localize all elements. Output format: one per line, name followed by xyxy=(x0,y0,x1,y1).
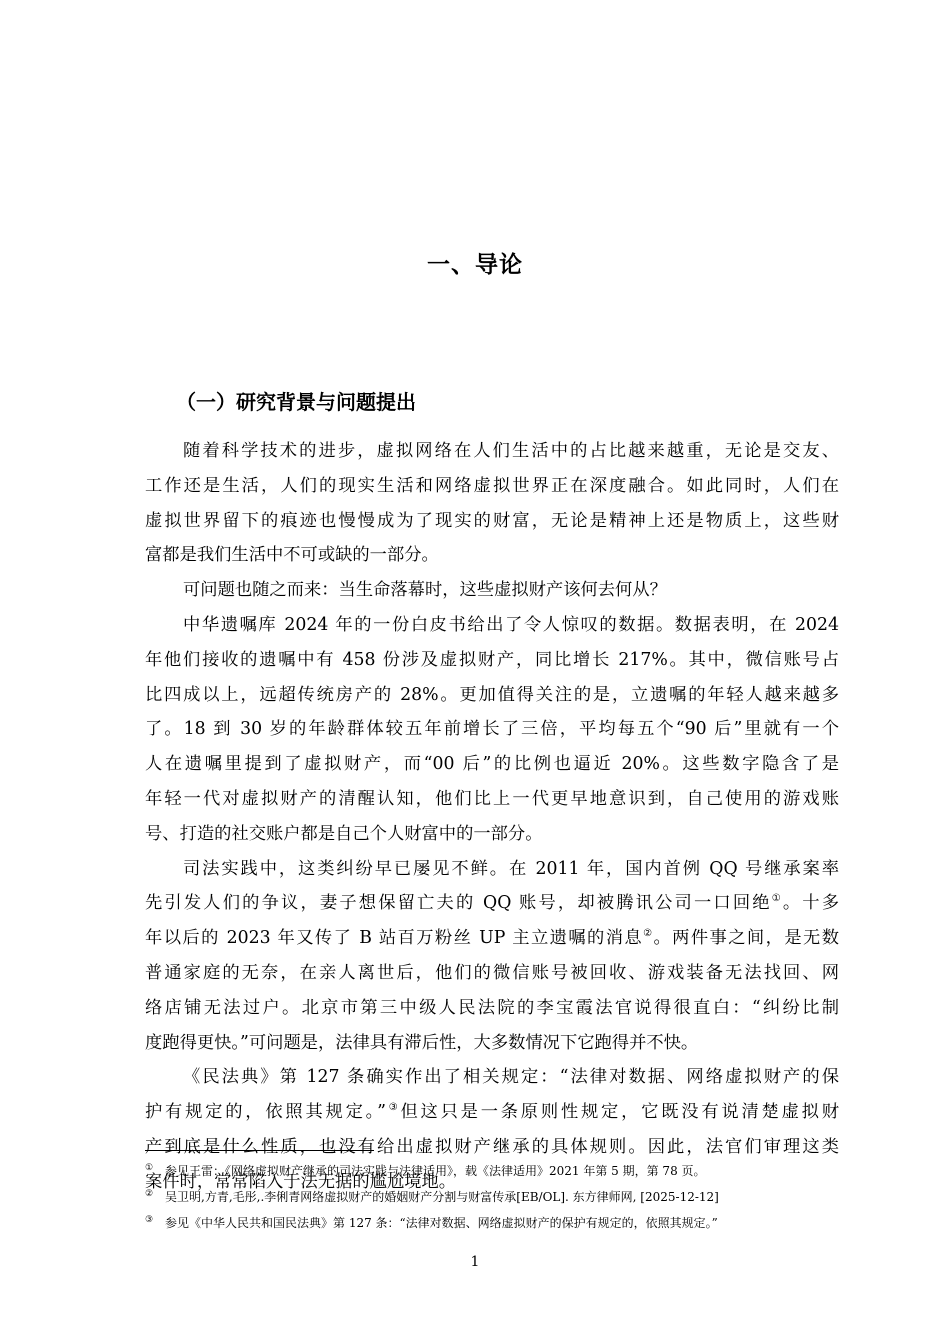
text-line: 随着科学技术的进步，虚拟网络在人们生活中的占比越来越重，无论是交友、 xyxy=(183,441,839,461)
footnote-mark: ② xyxy=(145,1189,154,1199)
text-line: 络店铺无法过户。北京市第三中级人民法院的李宝霞法官说得很直白：“纠纷比制 xyxy=(145,997,839,1018)
text-line: 产到底是什么性质，也没有给出虚拟财产继承的具体规则。因此，法官们审理这类 xyxy=(145,1136,839,1157)
text-line: 司法实践中，这类纠纷早已屡见不鲜。在 2011 年，国内首例 QQ 号继承案率 xyxy=(183,858,839,879)
text-line xyxy=(145,886,839,921)
body-text xyxy=(145,434,839,1200)
text-line: 可问题也随之而来：当生命落幕时，这些虚拟财产该何去何从？ xyxy=(183,580,667,601)
text-segment: 年以后的 2023 年又传了 B 站百万粉丝 UP 主立遗嘱的消息 xyxy=(145,928,644,949)
text-line: 案件时，常常陷入于法无据的尴尬境地。 xyxy=(145,1171,457,1192)
paragraph xyxy=(145,608,839,852)
text-line: 年轻一代对虚拟财产的清醒认知，他们比上一代更早地意识到，自己使用的游戏账 xyxy=(145,788,839,809)
text-line: 号、打造的社交账户都是自己个人财富中的一部分。 xyxy=(145,823,543,844)
footnote-ref-1[interactable]: ① xyxy=(771,893,783,905)
text-line: 比四成以上，远超传统房产的 28%。更加值得关注的是，立遗嘱的年轻人越来越多 xyxy=(145,684,839,705)
footnote-1 xyxy=(145,1158,845,1184)
text-line: 人在遗嘱里提到了虚拟财产，而“00 后”的比例也逼近 20%。这些数字隐含了是 xyxy=(145,754,839,775)
section-title: （一）研究背景与问题提出 xyxy=(176,390,416,414)
footnote-2 xyxy=(145,1184,845,1210)
text-line: 年他们接收的遗嘱中有 458 份涉及虚拟财产，同比增长 217%。其中，微信账号占 xyxy=(145,649,839,670)
text-line: 了。18 到 30 岁的年龄群体较五年前增长了三倍，平均每五个“90 后”里就有一个 xyxy=(145,719,839,740)
text-line xyxy=(145,1095,839,1130)
text-segment: 护有规定的，依照其规定。” xyxy=(145,1102,386,1123)
text-segment: 先引发人们的争议，妻子想保留亡夫的 QQ 账号，却被腾讯公司一口回绝 xyxy=(145,893,772,914)
footnotes xyxy=(145,1158,845,1236)
footnote-text: 吴卫明,方青,毛彤,.李俐青网络虚拟财产的婚姻财产分割与财富传承[EB/OL]. 东方律师网, [2025-12-12] xyxy=(165,1190,719,1204)
text-line: 工作还是生活，人们的现实生活和网络虚拟世界正在深度融合。如此同时，人们在 xyxy=(145,475,839,496)
paragraph xyxy=(145,573,839,608)
text-segment: 。十多 xyxy=(782,893,839,914)
text-line: 度跑得更快。”可问题是，法律具有滞后性，大多数情况下它跑得并不快。 xyxy=(145,1032,699,1053)
text-segment: 。两件事之间，是无数 xyxy=(653,928,839,949)
page-number: 1 xyxy=(470,1254,480,1270)
text-line: 富都是我们生活中不可或缺的一部分。 xyxy=(145,545,439,566)
footnote-ref-3[interactable]: ③ xyxy=(385,1102,401,1114)
text-line: 《民法典》第 127 条确实作出了相关规定：“法律对数据、网络虚拟财产的保 xyxy=(183,1067,839,1088)
footnote-text: 参见王雷：《网络虚拟财产继承的司法实践与法律适用》，载《法律适用》2021 年第 5 期，第 78 页。 xyxy=(165,1164,706,1178)
text-segment: 但这只是一条原则性规定，它既没有说清楚虚拟财 xyxy=(400,1102,839,1123)
footnote-text: 参见《中华人民共和国民法典》第 127 条：“法律对数据、网络虚拟财产的保护有规定的，依照其规定。” xyxy=(165,1216,718,1230)
paragraph xyxy=(145,434,839,573)
paragraph xyxy=(145,852,839,1061)
footnote-mark: ③ xyxy=(145,1215,154,1225)
footnote-mark: ① xyxy=(145,1163,154,1173)
chapter-title: 一、导论 xyxy=(427,252,523,278)
footnote-separator xyxy=(145,1150,374,1151)
text-line xyxy=(145,921,839,956)
footnote-3 xyxy=(145,1210,845,1236)
footnote-ref-2[interactable]: ② xyxy=(643,928,654,940)
text-line: 中华遗嘱库 2024 年的一份白皮书给出了令人惊叹的数据。数据表明，在 2024 xyxy=(183,614,839,635)
text-line: 普通家庭的无奈，在亲人离世后，他们的微信账号被回收、游戏装备无法找回、网 xyxy=(145,962,839,983)
text-line: 虚拟世界留下的痕迹也慢慢成为了现实的财富，无论是精神上还是物质上，这些财 xyxy=(145,510,839,531)
